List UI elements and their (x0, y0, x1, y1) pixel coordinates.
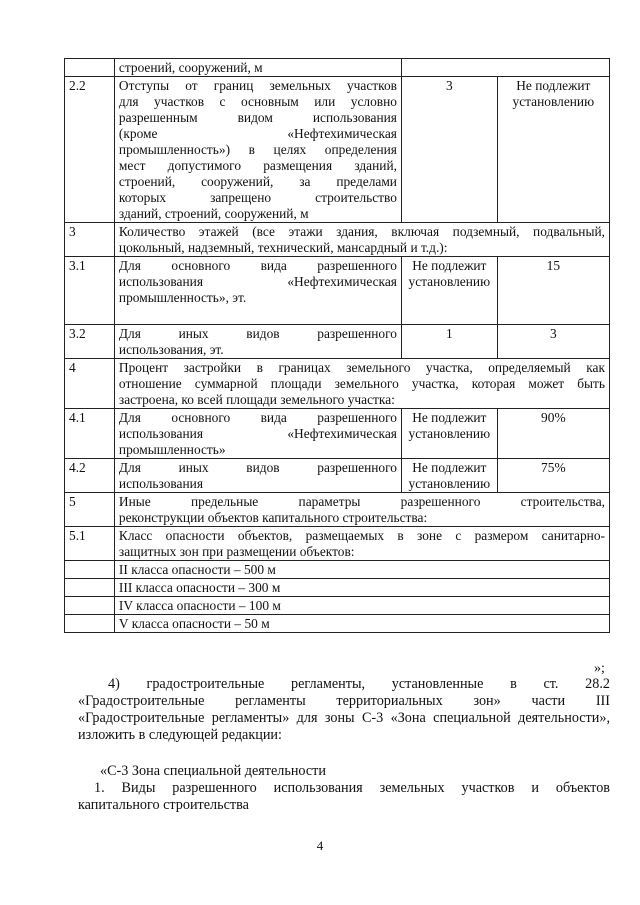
text-line: зданий, строений, сооружений, м (118, 206, 309, 221)
class-item: II класса опасности – 500 м (114, 561, 609, 579)
cell-num: 5 (65, 493, 115, 527)
cell-num: 4.2 (65, 459, 115, 493)
text-line: промышленность») в целях определения (118, 142, 397, 157)
text-line: мест допустимого размещения зданий, (118, 158, 397, 173)
cell-desc (114, 257, 401, 325)
regulations-table (64, 58, 610, 633)
table-row (65, 597, 610, 615)
cell-num: 3.2 (65, 325, 115, 359)
text-line: использования (118, 476, 203, 491)
cell-num: 3 (65, 223, 115, 257)
text-line: защитных зон при размещении объектов: (118, 544, 355, 559)
cell-value: 1 (401, 325, 497, 359)
cell-value: Не подлежит установлению (401, 257, 497, 325)
text-line: Класс опасности объектов, размещаемых в зоне с размером санитарно- (118, 528, 605, 543)
text-line: реконструкции объектов капитального строительства: (118, 510, 428, 525)
cell-value: 3 (497, 325, 609, 359)
text-line: 1. Виды разрешенного использования земельных участков и объектов (94, 780, 610, 796)
cell-num: 4.1 (65, 409, 115, 459)
table-row (65, 359, 610, 409)
cell-desc (114, 409, 401, 459)
page-number: 4 (316, 838, 324, 853)
table-row (65, 409, 610, 459)
text-line: изложить в следующей редакции: (78, 727, 282, 743)
table-row (65, 59, 610, 77)
text-line: (кроме «Нефтехимическая (118, 126, 397, 141)
cell-text (114, 223, 609, 257)
text-line: цокольный, надземный, технический, мансардный и т.д.): (118, 240, 448, 255)
class-item: IV класса опасности – 100 м (114, 597, 609, 615)
text-line: использования «Нефтехимическая (118, 426, 397, 441)
text-line: промышленность» (118, 442, 226, 457)
text-line: для участков с основным или условно (118, 94, 397, 109)
cell-value: 3 (401, 77, 497, 223)
cell-value: Не подлежит установлению (401, 459, 497, 493)
text-line: отношение суммарной площади земельного участка, которая может быть (118, 376, 605, 391)
cell-desc (114, 459, 401, 493)
text-line: Количество этажей (все этажи здания, включая подземный, подвальный, (118, 224, 605, 239)
text-line: Процент застройки в границах земельного участка, определяемый как (118, 360, 605, 375)
text-line: Для иных видов разрешенного (118, 326, 397, 341)
text-line: Отступы от границ земельных участков (118, 78, 397, 93)
table-row (65, 527, 610, 561)
table-row (65, 561, 610, 579)
cell-num: 4 (65, 359, 115, 409)
cell-text (114, 359, 609, 409)
cell-value: 15 (497, 257, 609, 325)
text-line: Для иных видов разрешенного (118, 460, 397, 475)
text-line: использования «Нефтехимическая (118, 274, 397, 289)
cell-value: Не подлежит установлению (497, 77, 609, 223)
text-line: строений, сооружений, за пределами (118, 174, 397, 189)
closing-quote: »; (594, 661, 605, 676)
table-row (65, 77, 610, 223)
text-line: «Градостроительные регламенты территориальных зон» части III (78, 693, 610, 709)
text-line: использования, эт. (118, 342, 224, 357)
table-row (65, 493, 610, 527)
text-line: Для основного вида разрешенного (118, 258, 397, 273)
cell-desc (114, 77, 401, 223)
text-line: 4) градостроительные регламенты, установленные в ст. 28.2 (108, 676, 610, 692)
cell-value: 90% (497, 409, 609, 459)
text-line: Иные предельные параметры разрешенного строительства, (118, 494, 605, 509)
table-row (65, 223, 610, 257)
cell-num: 3.1 (65, 257, 115, 325)
text-line: капитального строительства (78, 797, 249, 813)
section-item (78, 780, 610, 814)
text-line: которых запрещено строительство (118, 190, 397, 205)
text-line: застроена, ко всей площади земельного участка: (118, 392, 395, 407)
text-line: промышленность», эт. (118, 290, 247, 305)
table-row (65, 257, 610, 325)
class-item: III класса опасности – 300 м (114, 579, 609, 597)
cell-value: Не подлежит установлению (401, 409, 497, 459)
cell-text (114, 527, 609, 561)
zone-title: «С-3 Зона специальной деятельности (100, 763, 326, 779)
cell-num: 2.2 (65, 77, 115, 223)
cell-text (114, 493, 609, 527)
text-line: разрешенным видом использования (118, 110, 397, 125)
table-row (65, 459, 610, 493)
text-line: Для основного вида разрешенного (118, 410, 397, 425)
cell-value: 75% (497, 459, 609, 493)
class-item: V класса опасности – 50 м (114, 615, 609, 633)
table-row (65, 615, 610, 633)
table-row (65, 579, 610, 597)
cell-desc (114, 325, 401, 359)
amendment-paragraph (78, 676, 610, 744)
cell-desc: строений, сооружений, м (114, 59, 401, 77)
cell-num: 5.1 (65, 527, 115, 561)
text-line: «Градостроительные регламенты» для зоны С-3 «Зона специальной деятельности», (78, 710, 610, 726)
table-row (65, 325, 610, 359)
